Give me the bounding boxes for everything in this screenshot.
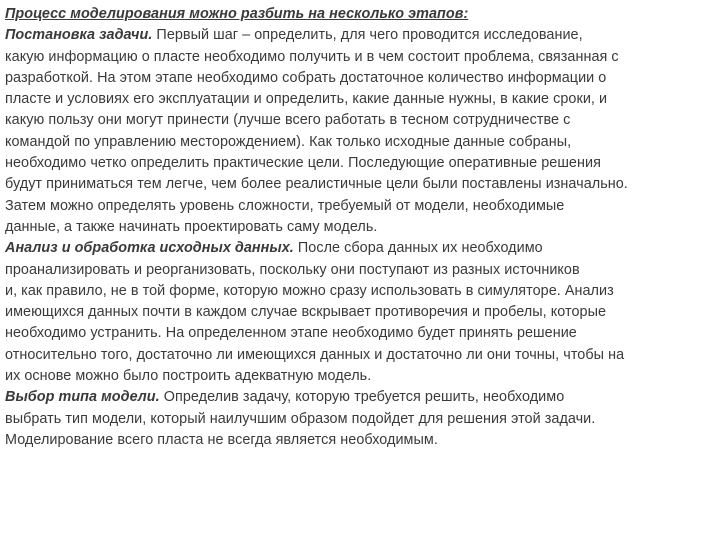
section-text: После сбора данных их необходимо xyxy=(293,240,543,257)
text-line: и, как правило, не в той форме, которую можно сразу использовать в симуляторе. Анализ xyxy=(5,282,614,299)
section-title: Анализ и обработка исходных данных. xyxy=(5,240,294,257)
section-first-line xyxy=(5,387,713,408)
text-line: пласте и условиях его эксплуатации и определить, какие данные нужны, в какие сроки, и xyxy=(5,91,608,108)
text-line: имеющихся данных почти в каждом случае вскрывает противоречия и пробелы, которые xyxy=(5,304,607,321)
text-line: данные, а также начинать проектировать саму модель. xyxy=(5,218,378,235)
text-line: проанализировать и реорганизовать, поскольку они поступают из разных источников xyxy=(5,261,580,278)
section-text: Определив задачу, которую требуется решить, необходимо xyxy=(159,389,565,406)
text-line: будут приниматься тем легче, чем более реалистичные цели были поставлены изначально. xyxy=(5,176,628,193)
text-line: необходимо устранить. На определенном этапе необходимо будет принять решение xyxy=(5,325,577,342)
document-body xyxy=(5,4,713,451)
text-line: разработкой. На этом этапе необходимо собрать достаточное количество информации о xyxy=(5,69,607,86)
section-first-line xyxy=(5,25,713,46)
section-text: Первый шаг – определить, для чего проводится исследование, xyxy=(152,27,583,44)
document-heading: Процесс моделирования можно разбить на несколько этапов: xyxy=(5,6,469,22)
text-line: выбрать тип модели, который наилучшим образом подойдет для решения этой задачи. xyxy=(5,410,596,427)
text-line: Моделирование всего пласта не всегда является необходимым. xyxy=(5,431,438,448)
text-line: какую пользу они могут принести (лучше всего работать в тесном сотрудничестве с xyxy=(5,112,571,129)
section-first-line xyxy=(5,238,713,259)
section-title: Выбор типа модели. xyxy=(5,389,160,406)
text-line: необходимо четко определить практические цели. Последующие оперативные решения xyxy=(5,155,601,172)
text-line: командой по управлению месторождением). Как только исходные данные собраны, xyxy=(5,133,572,150)
text-line: относительно того, достаточно ли имеющихся данных и достаточно ли они точны, чтобы на xyxy=(5,346,625,363)
text-line: их основе можно было построить адекватную модель. xyxy=(5,368,372,385)
text-line: Затем можно определять уровень сложности, требуемый от модели, необходимые xyxy=(5,197,565,214)
section-title: Постановка задачи. xyxy=(5,27,153,44)
text-line: какую информацию о пласте необходимо получить и в чем состоит проблема, связанная с xyxy=(5,48,619,65)
